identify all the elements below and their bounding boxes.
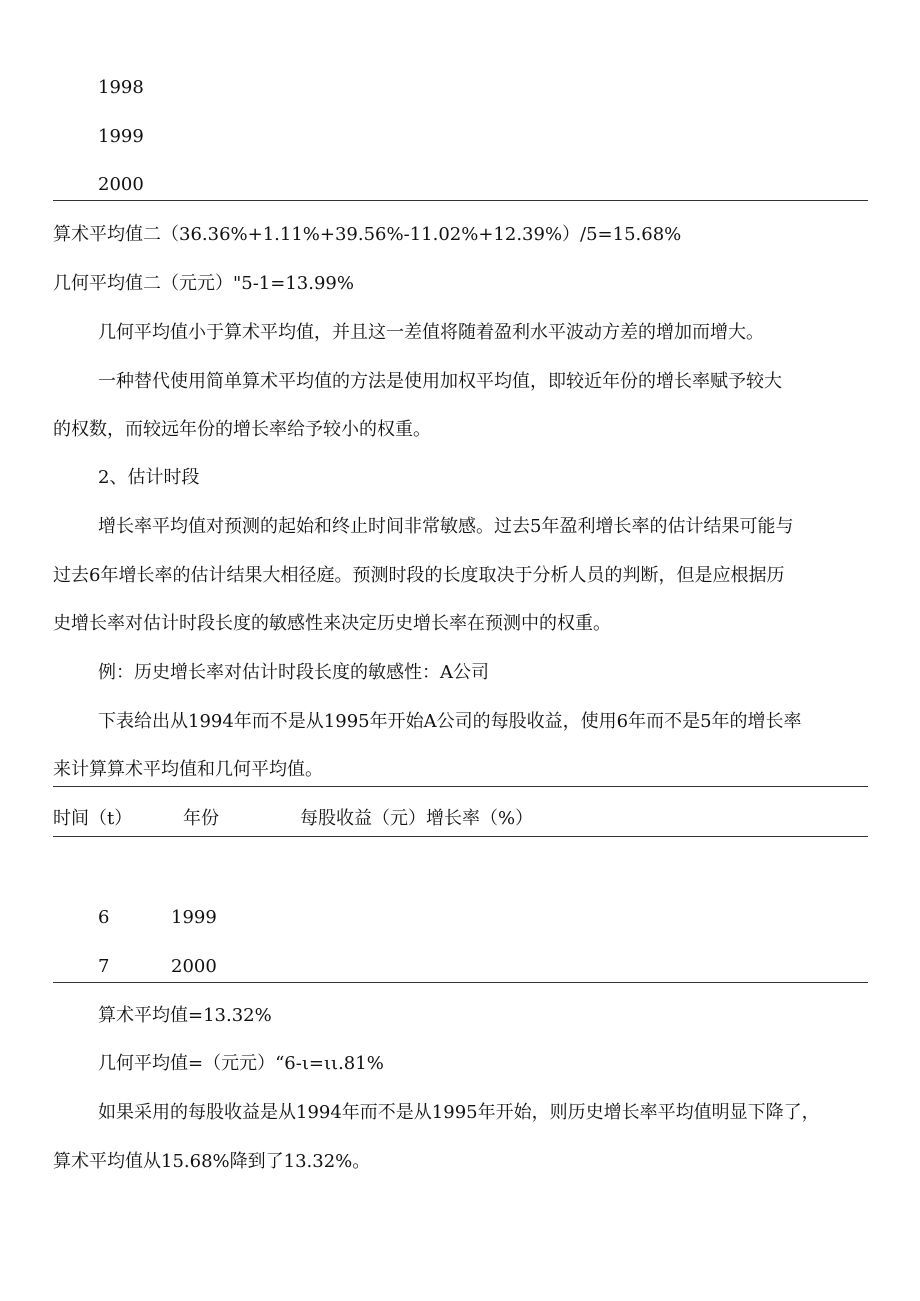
table-header-eps-growth: 每股收益（元）增长率（%） (300, 808, 534, 829)
table-cell-year: 2000 (171, 956, 217, 977)
year-2000: 2000 (98, 174, 144, 195)
paragraph-3-line-3: 史增长率对估计时段长度的敏感性来决定历史增长率在预测中的权重。 (53, 613, 611, 634)
paragraph-4-line-2: 来计算算术平均值和几何平均值。 (53, 759, 323, 780)
paragraph-2-line-1: 一种替代使用简单算术平均值的方法是使用加权平均值，即较近年份的增长率赋予较大 (98, 371, 782, 392)
geometric-mean-formula: 几何平均值二（元元）"5-1=13.99% (53, 273, 354, 294)
section-heading: 2、估计时段 (98, 467, 200, 488)
table-cell-t: 7 (98, 956, 110, 977)
table-header-year: 年份 (183, 808, 219, 829)
paragraph-3-line-2: 过去6年增长率的估计结果大相径庭。预测时段的长度取决于分析人员的判断，但是应根据历 (53, 565, 785, 586)
table-cell-year: 1999 (171, 907, 217, 928)
table-cell-t: 6 (98, 907, 110, 928)
paragraph-3-line-1: 增长率平均值对预测的起始和终止时间非常敏感。过去5年盈利增长率的估计结果可能与 (98, 516, 794, 537)
paragraph-5-line-2: 算术平均值从15.68%降到了13.32%。 (53, 1151, 371, 1172)
paragraph-4-line-1: 下表给出从1994年而不是从1995年开始A公司的每股收益，使用6年而不是5年的增长率 (98, 711, 802, 732)
table-bottom-rule-1 (53, 200, 868, 201)
table-header-rule (53, 836, 868, 837)
paragraph-5-line-1: 如果采用的每股收益是从1994年而不是从1995年开始，则历史增长率平均值明显下降了， (98, 1102, 820, 1123)
arithmetic-mean-formula: 算术平均值二（36.36%+1.11%+39.56%-11.02%+12.39%）/5=15.68% (53, 224, 682, 245)
table-bottom-rule-2 (53, 982, 868, 983)
table-top-rule (53, 786, 868, 787)
year-1999: 1999 (98, 126, 144, 147)
arithmetic-mean-result: 算术平均值=13.32% (98, 1005, 272, 1026)
year-1998: 1998 (98, 77, 144, 98)
paragraph-2-line-2: 的权数，而较远年份的增长率给予较小的权重。 (53, 419, 431, 440)
example-title: 例：历史增长率对估计时段长度的敏感性：A公司 (98, 662, 489, 683)
paragraph-1: 几何平均值小于算术平均值，并且这一差值将随着盈利水平波动方差的增加而增大。 (98, 322, 764, 343)
geometric-mean-result: 几何平均值=（元元）“6-ι=ιι.81% (98, 1053, 384, 1074)
table-header-time: 时间（t） (53, 808, 133, 829)
